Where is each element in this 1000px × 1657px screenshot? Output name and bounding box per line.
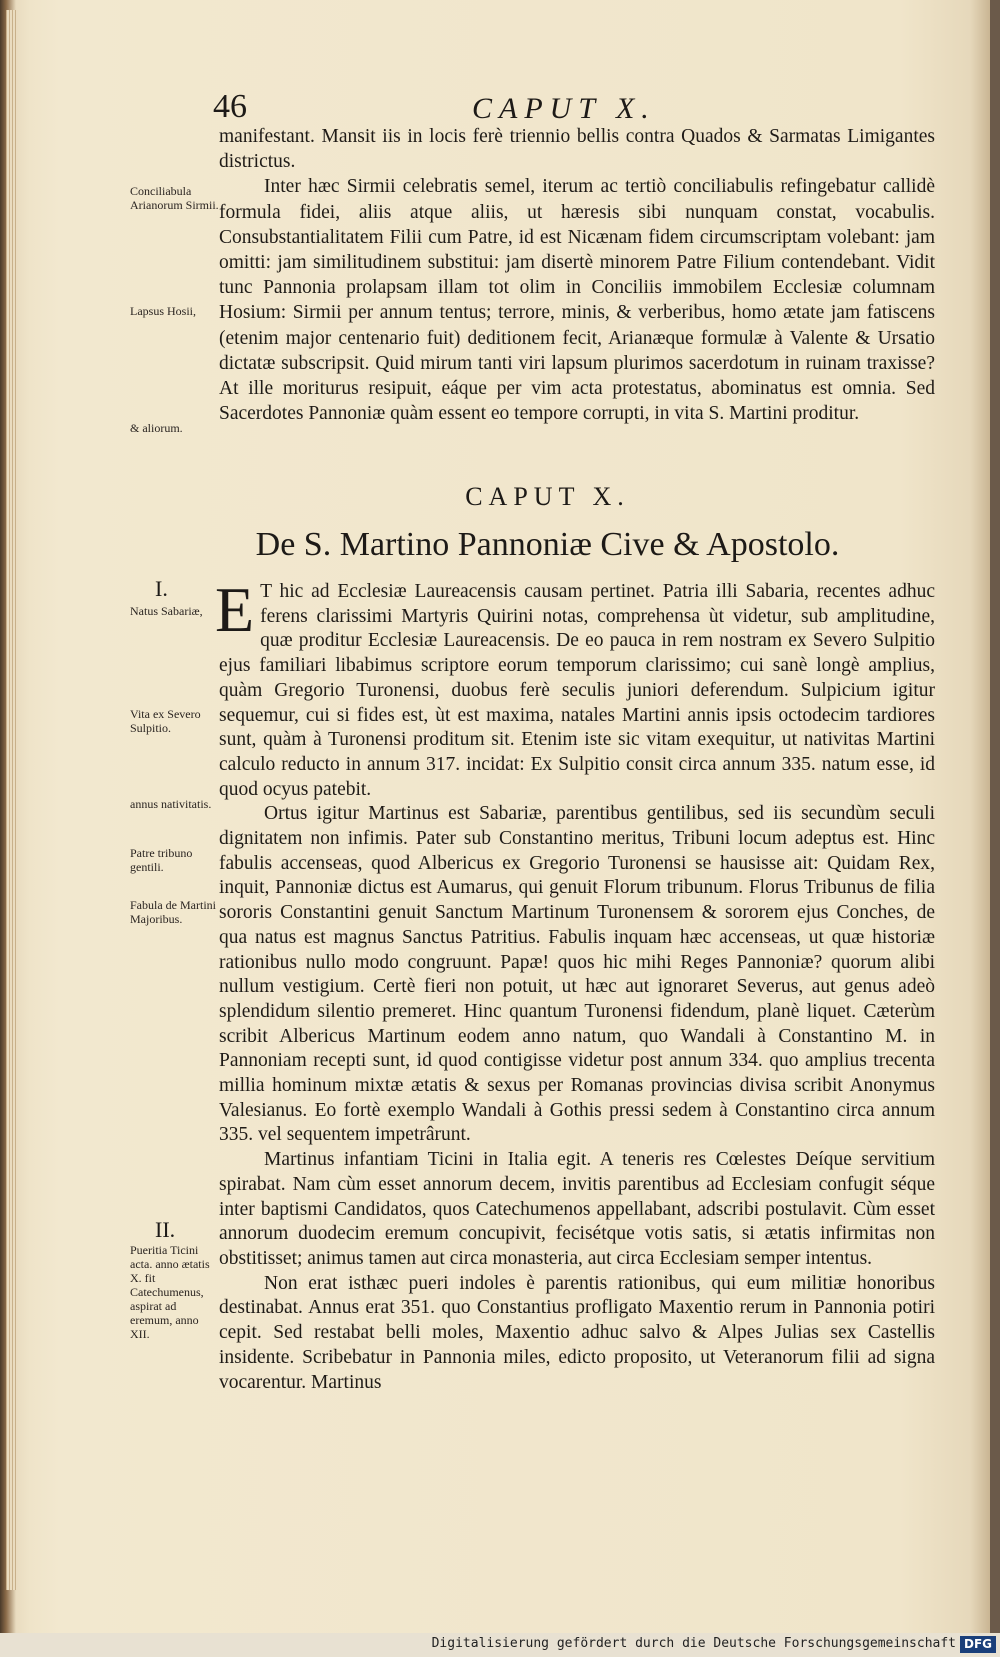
margin-note: Lapsus Hosii,	[130, 304, 196, 318]
chapter-title: De S. Martino Pannoniæ Cive & Apostolo.	[255, 526, 840, 563]
digitization-footer	[0, 1633, 1000, 1657]
paragraph: manifestant. Mansit iis in locis ferè triennio bellis contra Quados & Sarmatas Limigantes districtus.	[219, 126, 935, 173]
paragraph: Martinus infantiam Ticini in Italia egit. A teneris res Cœlestes Deíque servitium spirabat. Nam cùm esset annorum decem, invitis parentibus ad Ecclesiam confugit séque inter baptismi Candidatos, quos Catechumenos appellabant, adscribi postulavit. Cùm esset annorum duodecim eremum concupivit, fecisétque votis satis, si ætatis infirmitas non obstitisset; animus tamen aut circa monasteria, aut circa Ecclesiam semper intentus.	[219, 1149, 935, 1269]
paragraph: Ortus igitur Martinus est Sabariæ, parentibus gentilibus, sed iis secundùm seculi dignitatem non infimis. Pater sub Constantino meritus, Tribuni locum adeptus est. Hinc fabulis accenseas, quod Albericus ex Gregorio Turonensi se hausisse ait: Quidam Rex, inquit, Pannoniæ dictus est Aumarus, qui genuit Florum tribunum. Florus Tribunus de filia sororis Constantini genuit Sanctum Martinum Turonensem & sororem ejus Conches, de qua natus est magnus Sanctus Patritius. Fabulis inquam hæc accenseas, ut quæ historiæ rationibus nullo modo congruunt. Papæ! quos hic mihi Reges Pannoniæ? quorum alibi nullum vestigium. Certè fieri non potuit, ut hæc aut ignoraret Severus, aut genus adeò splendidum silentio premeret. Hinc quantum Turonensi fidendum, planè liquet. Cæterùm scribit Albericus Martinum eodem anno natum, quo Wandali à Constantino M. in Pannoniam recepti sunt, id quod contigisse videtur post annum 334. quo amplius trecenta millia hominum mixtæ ætatis & sexus per Romanas provincias divisa scribit Anonymus Valesianus. Eo fortè exemplo Wandali à Gothis pressi sedem à Constantino circa annum 335. vel sequentem impetrârunt.	[219, 803, 935, 1146]
section-number: II.	[155, 1217, 176, 1242]
running-title: CAPUT X.	[472, 92, 656, 125]
margin-note: Patre tribuno gentili.	[130, 846, 193, 874]
dfg-logo-icon: DFG	[960, 1636, 996, 1653]
page-edges	[6, 10, 18, 1590]
margin-note: & aliorum.	[130, 421, 183, 435]
paragraph: Inter hæc Sirmii celebratis semel, iterum ac tertiò conciliabulis refingebatur callidè formula fidei, aliis atque aliis, ut hæresis sibi nunquam constat, vocabulis. Consubstantialitatem Filii cum Patre, id est Nicænam fidem circumscriptam volebant: jam omitti: jam similitudinem substitui: jam disertè minorem Patre Filium contendebant. Vidit tunc Pannonia prolapsam illam tot olim in Conciliis immobilem Ecclesiæ columnam Hosium: Sirmii per annum tentus; terrore, minis, & verberibus, homo ætate jam fatiscens (etenim major centenario fuit) deditionem fecit, Arianæque formulæ à Valente & Ursatio dictatæ subscripsit. Quid mirum tanti viri lapsum plurimos sacerdotum in ruinam traxisse? At ille moriturus resipuit, eáque per vim acta protestatus, abominatus est omnia. Sed Sacerdotes Pannoniæ quàm essent eo tempore corrupti, in vita S. Martini proditur.	[219, 176, 935, 425]
chapter-body	[215, 574, 935, 1395]
margin-note: Vita ex Severo Sulpitio.	[130, 707, 201, 735]
chapter-heading	[0, 482, 1000, 564]
page-number: 46	[213, 88, 247, 125]
top-text-block	[219, 124, 935, 426]
drop-cap: E	[215, 574, 255, 645]
footer-credit: Digitalisierung gefördert durch die Deutsche Forschungsgemeinschaft	[431, 1636, 956, 1651]
paragraph: Non erat isthæc pueri indoles è parentis rationibus, qui eum militiæ honoribus destinabat. Annus erat 351. quo Constantius profligato Maxentio rerum in Pannonia potiri cepit. Sed restabat belli moles, Maxentio adhuc salvo & Alpes Julias sex Castellis insidente. Scribebatur in Pannonia miles, edicto proposito, ut Veteranorum filii ad signa vocarentur. Martinus	[219, 1272, 935, 1393]
margin-note: Conciliabula Arianorum Sirmii.	[130, 184, 219, 212]
chapter-label: CAPUT X.	[465, 482, 630, 511]
margin-note: Natus Sabariæ,	[130, 604, 203, 618]
section-number: I.	[155, 576, 168, 601]
margin-note: Fabula de Martini Majoribus.	[130, 898, 216, 926]
margin-note: annus nativitatis.	[130, 797, 212, 811]
paragraph: T hic ad Ecclesiæ Laureacensis causam pertinet. Patria illi Sabaria, recentes adhuc ferens clarissimi Martyris Quirini notas, comprehensa ùt videtur, sub amplitudine, quæ proditur Ecclesiæ Laureacensis. De eo pauca in rem nostram ex Severo Sulpitio ejus familiari libabimus scriptore eorum temporum clarissimo; cui sanè longè amplius, quàm Gregorio Turonensi, duobus ferè seculis juniori deferendum. Sulpicium igitur sequemur, cui si fides est, ùt est maxima, natales Martini annis ipsis octodecim tardiores sunt, quàm à Turonensi proditum sit. Etenim iste sic vitam exequitur, ut nativitas Martini calculo reducto in annum 317. incidat: Ex Sulpitio consit circa annum 335. natum esse, id quod ocyus patebit.	[219, 581, 935, 800]
margin-note: Pueritia Ticini acta. anno ætatis X. fit Catechumenus, aspirat ad eremum, anno XII.	[130, 1243, 210, 1341]
